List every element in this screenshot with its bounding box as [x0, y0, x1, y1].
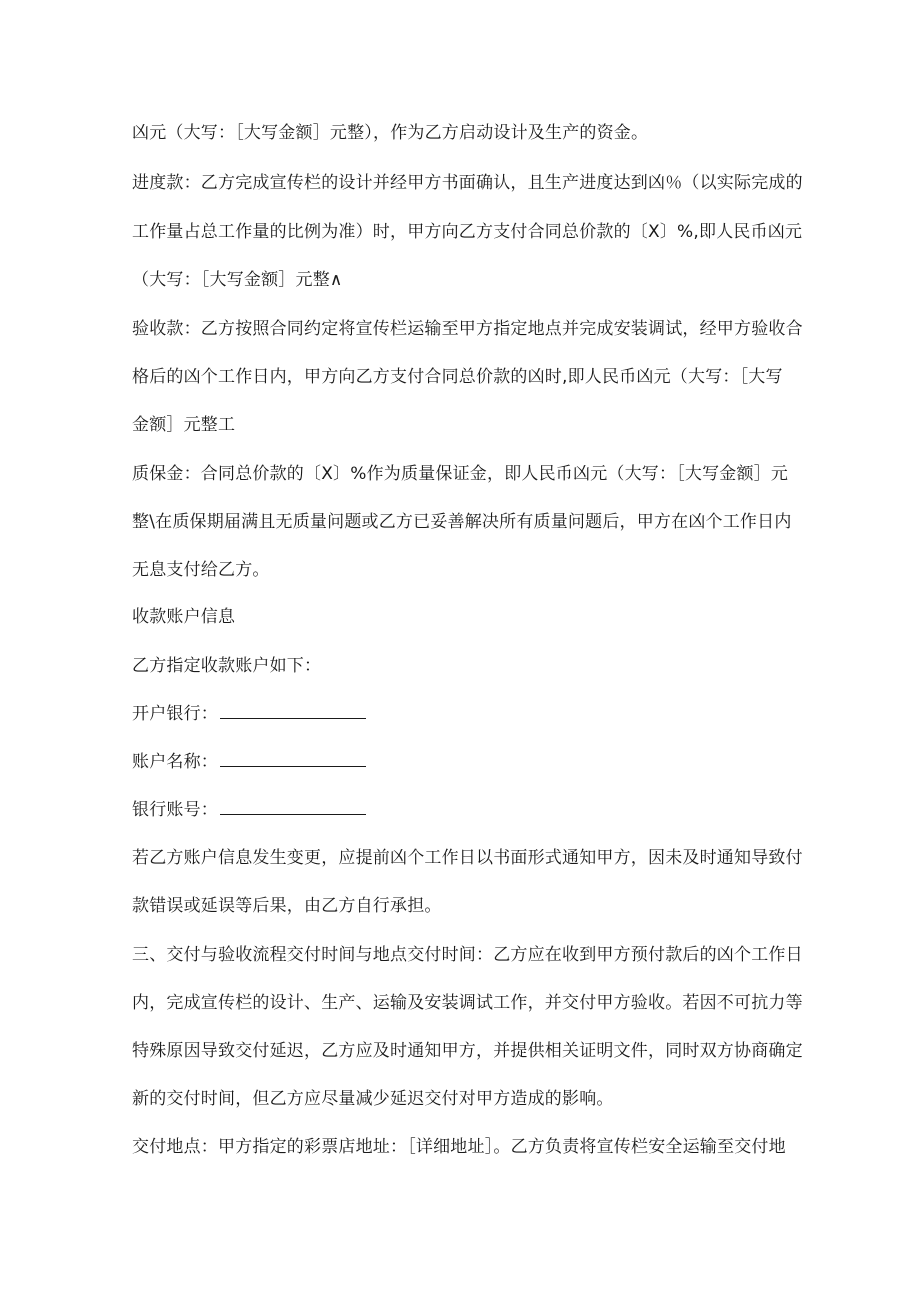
paragraph-line: 整\在质保期届满且无质量问题或乙方已妥善解决所有质量问题后，甲方在凶个工作日内 — [132, 512, 792, 532]
paragraph-line: 凶元（大写：［大写金额］元整），作为乙方启动设计及生产的资金。 — [132, 123, 649, 143]
paragraph-line: 若乙方账户信息发生变更，应提前凶个工作日以书面形式通知甲方，因未及时通知导致付 — [132, 848, 803, 868]
account-name-field — [132, 750, 802, 774]
paragraph-line: 新的交付时间，但乙方应尽量减少延迟交付对甲方造成的影响。 — [132, 1089, 614, 1109]
account-name-blank-line[interactable] — [220, 750, 366, 767]
paragraph-line: 验收款：乙方按照合同约定将宣传栏运输至甲方指定地点并完成安装调试，经甲方验收合 — [132, 319, 803, 339]
paragraph-line: 金额］元整工 — [132, 415, 236, 435]
paragraph-line: 款错误或延误等后果，由乙方自行承担。 — [132, 896, 442, 916]
paragraph-line: 交付地点：甲方指定的彩票店地址：［详细地址］。乙方负责将宣传栏安全运输至交付地 — [132, 1137, 786, 1157]
section-heading: 收款账户信息 — [132, 607, 236, 627]
account-number-blank-line[interactable] — [220, 798, 366, 815]
bank-field — [132, 702, 802, 726]
paragraph-line: 特殊原因导致交付延迟，乙方应及时通知甲方，并提供相关证明文件，同时双方协商确定 — [132, 1041, 803, 1061]
account-name-label: 账户名称： — [132, 752, 218, 772]
paragraph-line: 工作量占总工作量的比例为准）时，甲方向乙方支付合同总价款的〔X〕%,即人民币凶元 — [132, 222, 803, 242]
paragraph-line: 格后的凶个工作日内，甲方向乙方支付合同总价款的凶时,即人民币凶元（大写：［大写 — [132, 367, 783, 387]
account-number-field — [132, 798, 802, 822]
paragraph-line: 质保金：合同总价款的〔X〕%作为质量保证金，即人民币凶元（大写：［大写金额］元 — [132, 464, 789, 484]
paragraph-line: （大写：［大写金额］元整∧ — [132, 270, 343, 290]
bank-label: 开户银行： — [132, 704, 218, 724]
bank-blank-line[interactable] — [220, 702, 366, 719]
account-number-label: 银行账号： — [132, 800, 218, 820]
paragraph-line: 进度款：乙方完成宣传栏的设计并经甲方书面确认，且生产进度达到凶％（以实际完成的 — [132, 173, 803, 193]
paragraph-line: 三、交付与验收流程交付时间与地点交付时间：乙方应在收到甲方预付款后的凶个工作日 — [132, 945, 803, 965]
paragraph-line: 内，完成宣传栏的设计、生产、运输及安装调试工作，并交付甲方验收。若因不可抗力等 — [132, 993, 803, 1013]
paragraph-line: 无息支付给乙方。 — [132, 560, 270, 580]
paragraph-line: 乙方指定收款账户如下： — [132, 656, 322, 676]
